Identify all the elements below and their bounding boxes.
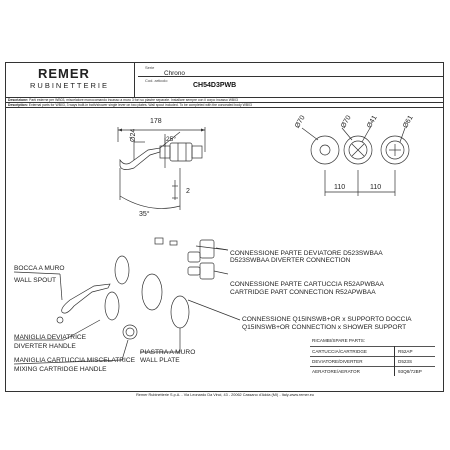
- part-name: DEVIATORE/DIVERTER: [312, 359, 363, 364]
- dimension-d61: Ø61: [402, 114, 415, 130]
- footer-address: Remer Rubinetterie S.p.A. - Via Leonardo Da Vinci, 43 - 20062 Cassano d'Adda (MI) - Italy-www.remer.eu: [136, 393, 314, 397]
- mixing-handle-it: MANIGLIA CARTUCCIA MISCELATRICE: [14, 357, 136, 364]
- cartridge-connection-it: CONNESSIONE PARTE CARTUCCIA R52APWBAA: [230, 281, 384, 288]
- note-italian: Descrizione: Parti esterne per WB03, miscelatore monocomando incasso a muro 3 fori su piastre separate. Installare sempre con il corpo incasso WB03: [8, 98, 238, 102]
- part-name: CARTUCCIA/CARTRIDGE: [312, 349, 367, 354]
- dimension-d70-middle: Ø70: [340, 114, 353, 130]
- divider: [394, 346, 395, 376]
- note-english: Description: External parts for WB03, 3 ways built-in bath/shower single lever on two plates. Wall spout included. To be completed with the concealed body WB03: [8, 103, 252, 107]
- brand-subtitle: RUBINETTERIE: [30, 81, 110, 90]
- mixing-handle-en: MIXING CARTRIDGE HANDLE: [14, 366, 107, 373]
- dimension-25-degrees: 25°: [166, 136, 176, 143]
- dimension-35-degrees: 35°: [139, 211, 150, 218]
- table-row: [310, 366, 435, 377]
- diverter-handle-it: MANIGLIA DEVIATRICE: [14, 334, 87, 341]
- shower-connection-it: CONNESSIONE Q15INSWB+OR x SUPPORTO DOCCIA: [242, 316, 412, 323]
- wall-spout-en: WALL SPOUT: [14, 277, 57, 284]
- wall-spout-it: BOCCA A MURO: [14, 265, 65, 272]
- shower-connection-en: Q15INSWB+OR CONNECTION x SHOWER SUPPORT: [242, 324, 407, 331]
- part-code: D523S: [398, 359, 413, 364]
- dimension-178: 178: [150, 118, 162, 125]
- serie-label: Serie: [145, 65, 155, 70]
- wall-plate-it: PIASTRA A MURO: [140, 349, 196, 356]
- cartridge-connection-en: CARTRIDGE PART CONNECTION R52APWBAA: [230, 289, 376, 296]
- dimension-d41: Ø41: [366, 114, 379, 130]
- article-code: CH54D3PWB: [193, 82, 237, 89]
- serie-value: Chrono: [164, 70, 185, 77]
- dimension-d24: Ø24: [130, 128, 137, 142]
- spare-parts-title-row: [310, 336, 435, 346]
- spare-parts-title: RICAMBI/SPARE PARTS:: [312, 338, 366, 343]
- part-code: R52AP: [398, 349, 413, 354]
- diverter-connection-it: CONNESSIONE PARTE DEVIATORE D523SWBAA: [230, 250, 383, 257]
- part-code: 93Q8/72BP: [398, 369, 422, 374]
- dimension-d70-left: Ø70: [294, 114, 307, 130]
- dimension-110-right: 110: [370, 184, 382, 191]
- brand-name: REMER: [38, 66, 90, 81]
- code-label: Cod. articolo: [145, 78, 168, 83]
- diverter-handle-en: DIVERTER HANDLE: [14, 343, 76, 350]
- part-name: AERATORE/AERATOR: [312, 369, 360, 374]
- dimension-110-left: 110: [334, 184, 346, 191]
- diverter-connection-en: D523SWBAA DIVERTER CONNECTION: [230, 257, 351, 264]
- wall-plate-en: WALL PLATE: [140, 357, 180, 364]
- dimension-2: 2: [186, 188, 190, 195]
